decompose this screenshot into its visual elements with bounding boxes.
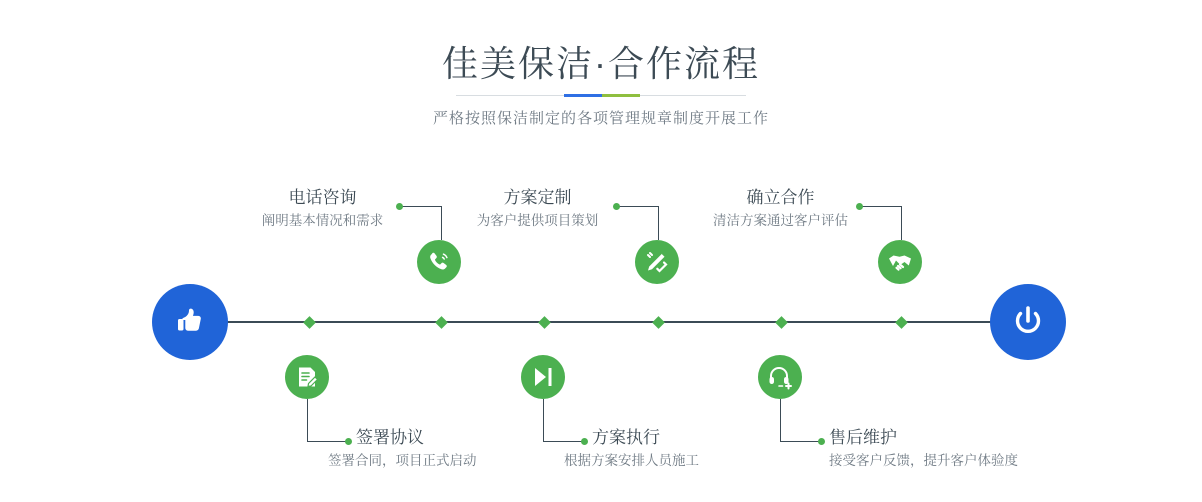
title-divider [456, 95, 746, 96]
divider-segment-green [602, 94, 640, 97]
end-marker [990, 284, 1066, 360]
connector-line [780, 441, 821, 442]
step-icon-plan-customize [635, 240, 679, 284]
step-title: 确立合作 [746, 188, 815, 207]
connector-line [860, 206, 901, 207]
start-marker [152, 284, 228, 360]
connector-dot [581, 438, 588, 445]
connector-dot [613, 203, 620, 210]
step-desc: 根据方案安排人员施工 [564, 453, 699, 468]
step-icon-establish-cooperation [878, 240, 922, 284]
divider-segment-blue [564, 94, 602, 97]
step-title: 方案定制 [503, 188, 572, 207]
step-icon-after-sales [758, 355, 802, 399]
step-title: 签署协议 [356, 428, 424, 447]
connector-line [901, 206, 902, 240]
page-subtitle: 严格按照保洁制定的各项管理规章制度开展工作 [432, 110, 769, 127]
step-label-plan-execute [564, 427, 699, 471]
connector-line [617, 206, 658, 207]
connector-line [543, 399, 544, 441]
connector-line [658, 206, 659, 240]
step-title: 方案执行 [592, 428, 660, 447]
step-desc: 签署合同，项目正式启动 [328, 453, 477, 468]
step-label-establish-cooperation [708, 187, 853, 231]
axis-node-marker [775, 316, 788, 329]
page-title: 佳美保洁·合作流程 [442, 43, 760, 84]
axis-node-marker [435, 316, 448, 329]
step-label-sign-agreement [328, 427, 477, 471]
connector-line [307, 441, 348, 442]
step-title: 售后维护 [829, 428, 897, 447]
connector-dot [856, 203, 863, 210]
connector-dot [818, 438, 825, 445]
connector-dot [345, 438, 352, 445]
connector-line [400, 206, 441, 207]
connector-line [441, 206, 442, 240]
step-title: 电话咨询 [288, 188, 357, 207]
step-desc: 为客户提供项目策划 [476, 213, 599, 228]
step-desc: 接受客户反馈，提升客户体验度 [829, 453, 1018, 468]
axis-node-marker [652, 316, 665, 329]
step-desc: 清洁方案通过客户评估 [713, 213, 848, 228]
axis-node-marker [303, 316, 316, 329]
step-icon-plan-execute [521, 355, 565, 399]
connector-line [543, 441, 584, 442]
step-desc: 阐明基本情况和需求 [261, 213, 384, 228]
step-label-plan-customize [465, 187, 610, 231]
connector-line [307, 399, 308, 441]
step-icon-sign-agreement [285, 355, 329, 399]
axis-node-marker [538, 316, 551, 329]
connector-dot [396, 203, 403, 210]
step-icon-phone-consult [417, 240, 461, 284]
connector-line [780, 399, 781, 441]
axis-node-marker [895, 316, 908, 329]
step-label-phone-consult [250, 187, 395, 231]
step-label-after-sales [829, 427, 1018, 471]
